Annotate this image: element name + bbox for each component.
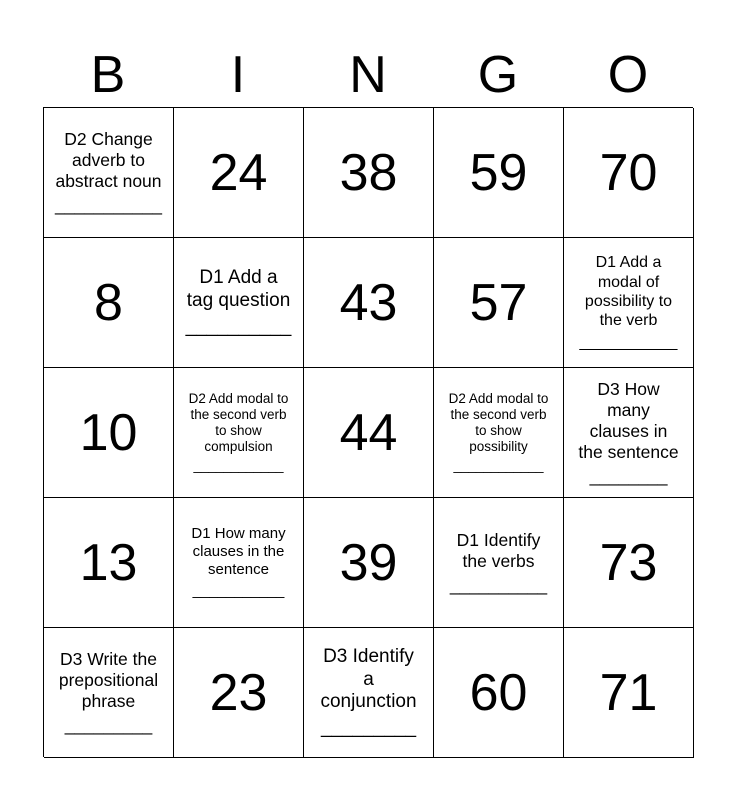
answer-line: ___________ (54, 195, 163, 216)
cell-number: 38 (339, 143, 398, 202)
bingo-cell-r4-c1[interactable] (174, 628, 304, 758)
bingo-cell-r2-c1[interactable] (174, 368, 304, 498)
bingo-cell-r2-c3[interactable] (434, 368, 564, 498)
bingo-cell-r4-c4[interactable] (564, 628, 694, 758)
bingo-cell-r0-c1[interactable] (174, 108, 304, 238)
bingo-cell-r3-c3[interactable] (434, 498, 564, 628)
header-letter-i: I (230, 46, 246, 104)
bingo-cell-r3-c2[interactable] (304, 498, 434, 628)
cell-prompt: D2 Add modal to the second verb to show compulsion (188, 390, 289, 455)
bingo-cell-r2-c2[interactable] (304, 368, 434, 498)
bingo-cell-r2-c4[interactable] (564, 368, 694, 498)
cell-number: 44 (339, 403, 398, 462)
answer-line: ________ (589, 465, 668, 486)
answer-line: _________ (64, 715, 153, 736)
cell-prompt: D2 Change adverb to abstract noun (55, 129, 162, 192)
header-letter-g: G (477, 46, 519, 104)
bingo-cell-r1-c3[interactable] (434, 238, 564, 368)
bingo-grid (43, 107, 693, 757)
header-letter-b: B (90, 46, 126, 104)
bingo-cell-r0-c0[interactable] (44, 108, 174, 238)
bingo-cell-r4-c2[interactable] (304, 628, 434, 758)
bingo-cell-r0-c2[interactable] (304, 108, 434, 238)
answer-line: _________ (320, 717, 417, 739)
cell-number: 24 (209, 143, 268, 202)
bingo-cell-r1-c0[interactable] (44, 238, 174, 368)
cell-prompt: D1 Add a tag question (186, 267, 291, 312)
bingo-cell-r3-c4[interactable] (564, 498, 694, 628)
cell-prompt: D2 Add modal to the second verb to show possibility (448, 390, 549, 455)
cell-prompt: D1 How many clauses in the sentence (191, 525, 286, 579)
cell-prompt: D3 How many clauses in the sentence (578, 378, 679, 462)
answer-line: ____________ (453, 458, 544, 474)
cell-number: 73 (599, 533, 658, 592)
bingo-cell-r1-c2[interactable] (304, 238, 434, 368)
bingo-cell-r1-c1[interactable] (174, 238, 304, 368)
cell-number: 60 (469, 663, 528, 722)
cell-number: 43 (339, 273, 398, 332)
header-letter-n: N (349, 46, 387, 104)
cell-number: 57 (469, 273, 528, 332)
header-letter-o: O (607, 46, 649, 104)
cell-number: 8 (94, 273, 123, 332)
cell-prompt: D1 Identify the verbs (456, 529, 541, 571)
answer-line: ___________ (192, 582, 285, 600)
bingo-cell-r0-c4[interactable] (564, 108, 694, 238)
cell-number: 59 (469, 143, 528, 202)
cell-number: 71 (599, 663, 658, 722)
cell-prompt: D1 Add a modal of possibility to the verb (584, 254, 673, 329)
cell-number: 70 (599, 143, 658, 202)
cell-prompt: D3 Write the prepositional phrase (58, 649, 159, 712)
bingo-cell-r1-c4[interactable] (564, 238, 694, 368)
bingo-cell-r4-c3[interactable] (434, 628, 564, 758)
answer-line: ____________ (193, 458, 284, 474)
bingo-cell-r3-c0[interactable] (44, 498, 174, 628)
cell-prompt: D3 Identify a conjunction (320, 645, 417, 713)
answer-line: ___________ (579, 334, 678, 352)
cell-number: 13 (79, 533, 138, 592)
cell-number: 10 (79, 403, 138, 462)
cell-number: 23 (209, 663, 268, 722)
cell-number: 39 (339, 533, 398, 592)
bingo-cell-r3-c1[interactable] (174, 498, 304, 628)
bingo-cell-r2-c0[interactable] (44, 368, 174, 498)
bingo-header (43, 42, 693, 108)
answer-line: __________ (449, 574, 548, 595)
bingo-cell-r4-c0[interactable] (44, 628, 174, 758)
answer-line: __________ (185, 315, 292, 337)
bingo-cell-r0-c3[interactable] (434, 108, 564, 238)
